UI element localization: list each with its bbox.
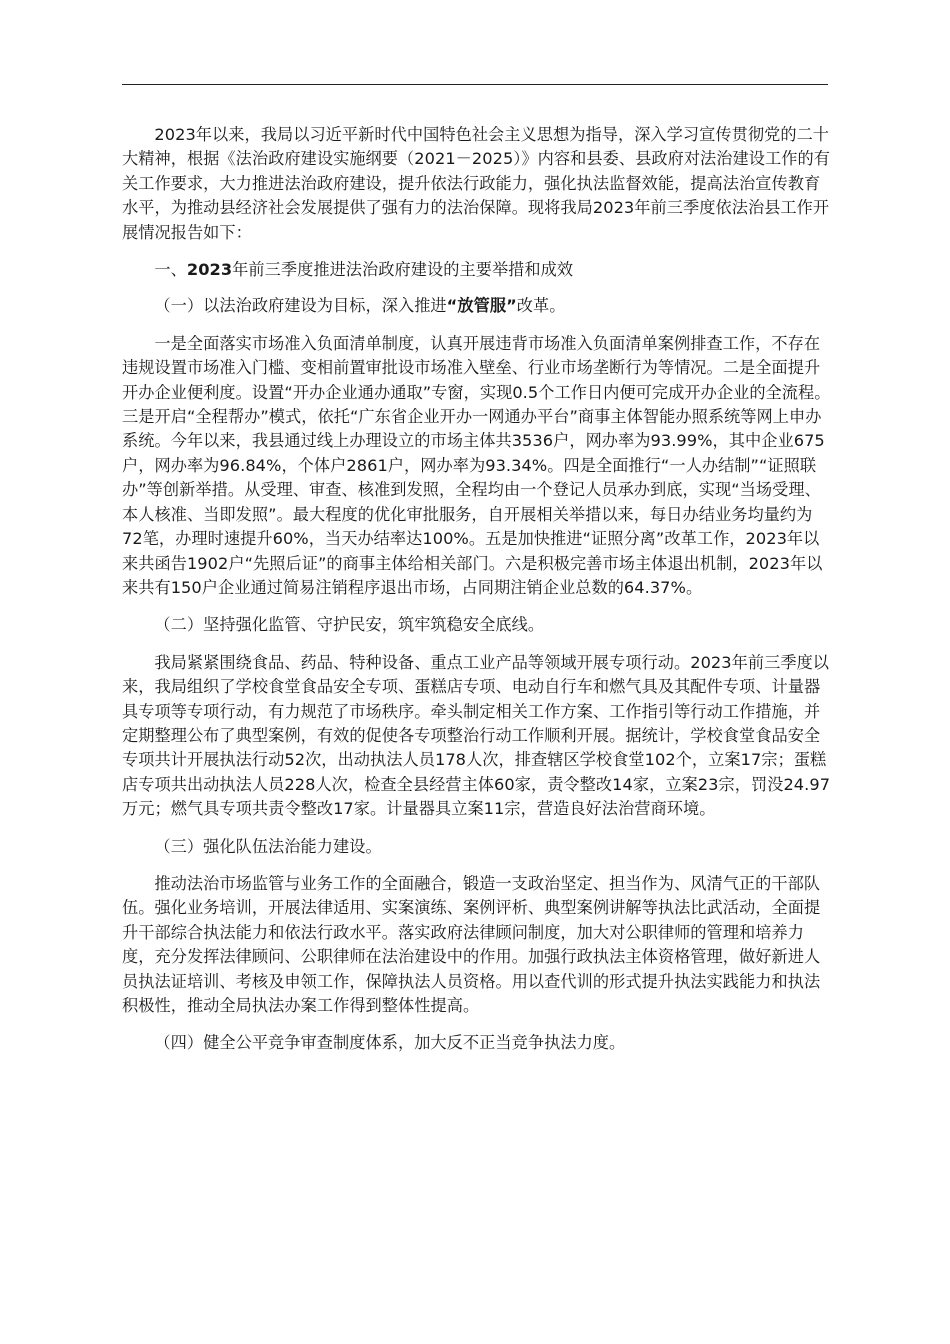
header-rule [122, 84, 828, 85]
subsection-heading-1-end: 改革。 [516, 296, 566, 316]
section-heading-1-prefix: 一、 [154, 260, 187, 280]
subsection-heading-1-emph: “放管服” [446, 296, 517, 316]
paragraph-special-actions: 我局紧紧围绕食品、药品、特种设备、重点工业产品等领域开展专项行动。2023年前三季度以来，我局组织了学校食堂食品安全专项、蛋糕店专项、电动自行车和燃气具及其配件专项、计量器具专项等专项行动，有力规范了市场秩序。牵头制定相关工作方案、工作指引等行动工作措施，并定期整理公布了典型案例，有效的促使各专项整治行动工作顺利开展。据统计，学校食堂食品安全专项共计开展执法行动52次，出动执法人员178人次，排查辖区学校食堂102个，立案17宗；蛋糕店专项共出动执法人员228人次，检查全县经营主体60家，责令整改14家，立案23宗，罚没24.97万元；燃气具专项共责令整改17家。计量器具立案11宗，营造良好法治营商环境。 [122, 652, 831, 819]
document-body [122, 123, 832, 1056]
subsection-heading-2: （二）坚持强化监管、守护民安，筑牢筑稳安全底线。 [154, 615, 545, 635]
subsection-heading-1 [122, 294, 832, 318]
paragraph-market-access: 一是全面落实市场准入负面清单制度，认真开展违背市场准入负面清单案例排查工作，不存在违规设置市场准入门槛、变相前置审批设市场准入壁垒、行业市场垄断行为等情况。二是全面提升开办企业便利度。设置“开办企业通办通取”专窗，实现0.5个工作日内便可完成开办企业的全流程。三是开启“全程帮办”模式，依托“广东省企业开办一网通办平台”商事主体智能办照系统等网上申办系统。今年以来，我县通过线上办理设立的市场主体共3536户，网办率为93.99%，其中企业675户，网办率为96.84%，个体户2861户，网办率为93.34%。四是全面推行“一人办结制”“证照联办”等创新举措。从受理、审查、核准到发照，全程均由一个登记人员承办到底，实现“当场受理、本人核准、当即发照”。最大程度的优化审批服务，自开展相关举措以来，每日办结业务均量约为72笔，办理时速提升60%，当天办结率达100%。五是加快推进“证照分离”改革工作，2023年以来共函告1902户“先照后证”的商事主体给相关部门。六是积极完善市场主体退出机制，2023年以来共有150户企业通过简易注销程序退出市场，占同期注销企业总数的64.37%。 [122, 333, 831, 597]
subsection-heading-4: （四）健全公平竞争审查制度体系，加大反不正当竞争执法力度。 [154, 1033, 626, 1053]
paragraph-team-building: 推动法治市场监管与业务工作的全面融合，锻造一支政治坚定、担当作为、风清气正的干部队伍。强化业务培训，开展法律适用、实案演练、案例评析、典型案例讲解等执法比武活动，全面提升干部综合执法能力和依法行政水平。落实政府法律顾问制度，加大对公职律师的管理和培养力度，充分发挥法律顾问、公职律师在法治建设中的作用。加强行政执法主体资格管理，做好新进人员执法证培训、考核及申领工作，保障执法人员资格。用以查代训的形式提升执法实践能力和执法积极性，推动全局执法办案工作得到整体性提高。 [122, 873, 821, 1015]
section-heading-1-year: 2023 [186, 260, 233, 280]
section-heading-1-text: 年前三季度推进法治政府建设的主要举措和成效 [232, 260, 574, 280]
subsection-heading-3: （三）强化队伍法治能力建设。 [154, 836, 382, 856]
section-heading-1 [122, 258, 832, 282]
intro-paragraph: 2023年以来，我局以习近平新时代中国特色社会主义思想为指导，深入学习宣传贯彻党的二十大精神，根据《法治政府建设实施纲要（2021－2025）》内容和县委、县政府对法治建设工作的有关工作要求，大力推进法治政府建设，提升依法行政能力，强化执法监督效能，提高法治宣传教育水平，为推动县经济社会发展提供了强有力的法治保障。现将我局2023年前三季度依法治县工作开展情况报告如下： [122, 125, 830, 242]
subsection-heading-1-text: （一）以法治政府建设为目标，深入推进 [154, 296, 447, 316]
